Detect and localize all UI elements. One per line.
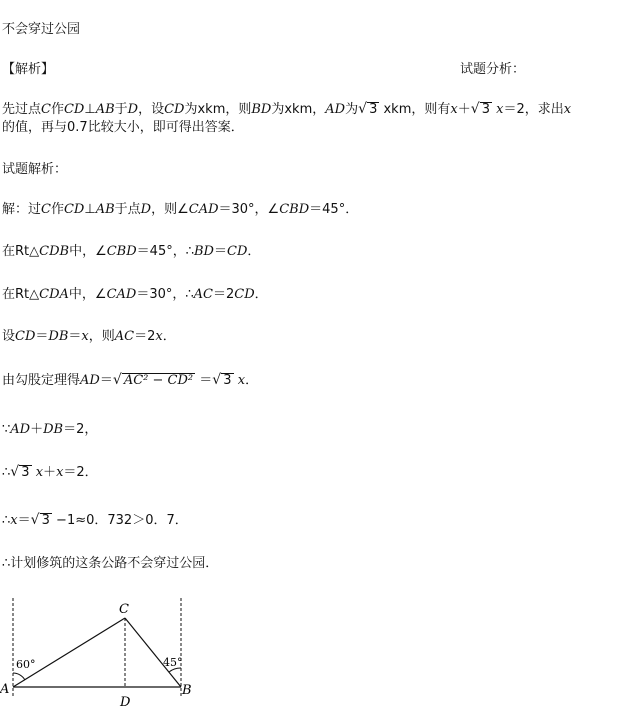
angle-arc-A xyxy=(13,673,25,680)
segment-CB xyxy=(125,618,181,687)
solution-step-2: 在Rt△CDB中，∠CBD＝45°，∴BD＝CD． xyxy=(2,244,261,259)
label-C: C xyxy=(119,602,129,617)
sqrt-symbol: √ 3 xyxy=(471,102,492,118)
geometry-figure xyxy=(0,598,200,718)
sqrt-symbol: √ 3 xyxy=(358,102,379,118)
solution-step-3: 在Rt△CDA中，∠CAD＝30°，∴AC＝2CD． xyxy=(2,287,268,302)
solution-step-7: ∴√ 3 x＋x＝2． xyxy=(2,465,98,481)
sqrt-symbol: √ 3 xyxy=(212,373,233,389)
label-A: A xyxy=(0,682,10,697)
solution-conclusion: ∴计划修筑的这条公路不会穿过公园． xyxy=(2,556,219,571)
label-B: B xyxy=(182,683,192,698)
analysis-line-1: 先过点C作CD⊥AB于D，设CD为xkm，则BD为xkm，AD为√ 3 xkm，则有x＋√ 3 x＝2，求出x xyxy=(2,102,571,118)
analysis-heading: 试题分析： xyxy=(460,62,526,77)
angle-label-B: 45° xyxy=(163,656,183,669)
sqrt-symbol: √ 3 xyxy=(31,513,52,529)
page-title: 不会穿过公园 xyxy=(2,22,81,37)
solution-heading: 试题解析： xyxy=(2,162,68,177)
solution-step-1: 解：过C作CD⊥AB于点D，则∠CAD＝30°，∠CBD＝45°． xyxy=(2,202,359,217)
label-D: D xyxy=(120,695,131,710)
sqrt-symbol: √ AC² − CD² xyxy=(113,373,195,389)
solution-step-6: ∵AD＋DB＝2， xyxy=(2,422,98,437)
section-label: 【解析】 xyxy=(2,62,55,77)
segment-AC xyxy=(13,618,125,687)
solution-step-8: ∴x＝√ 3 −1≈0．732＞0．7． xyxy=(2,513,188,529)
solution-step-4: 设CD＝DB＝x，则AC＝2x． xyxy=(2,329,176,344)
analysis-line-2: 的值，再与0.7比较大小，即可得出答案． xyxy=(2,120,244,135)
angle-label-A: 60° xyxy=(16,658,36,671)
sqrt-symbol: √ 3 xyxy=(10,465,31,481)
solution-step-5: 由勾股定理得AD＝√ AC² − CD² ＝√ 3 x． xyxy=(2,373,258,389)
